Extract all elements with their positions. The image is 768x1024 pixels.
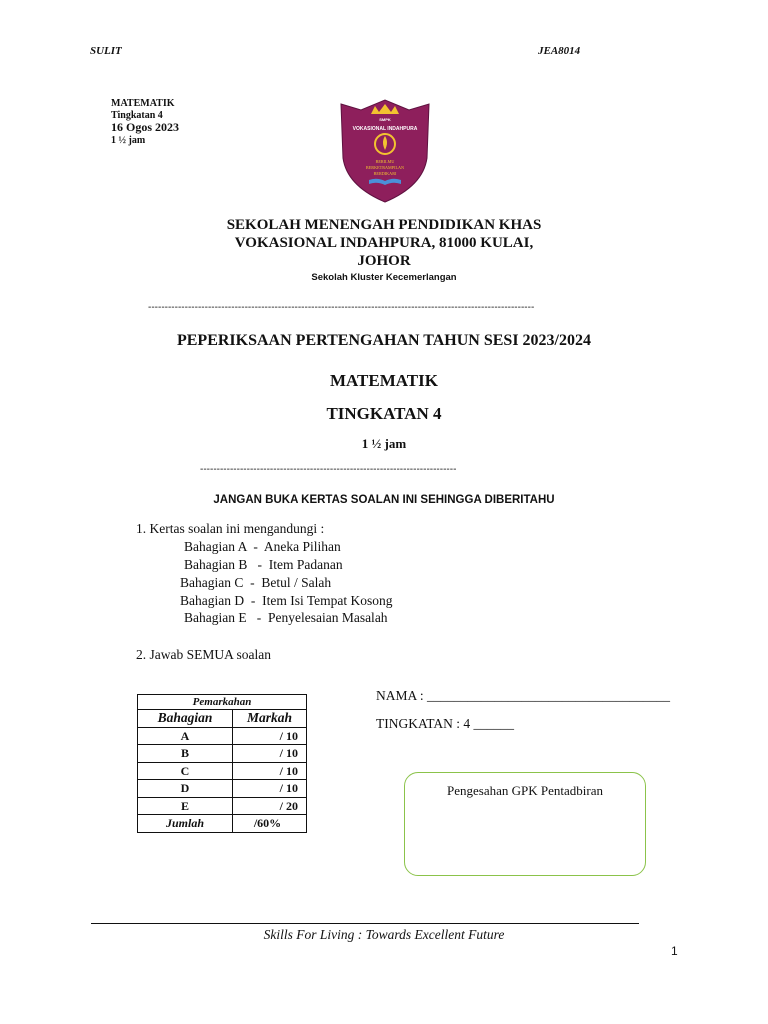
part-e: Bahagian E - Penyelesaian Masalah xyxy=(184,610,388,625)
part-a: Bahagian A - Aneka Pilihan xyxy=(184,539,341,554)
total-mark: /60% xyxy=(233,815,307,833)
exam-subject: MATEMATIK xyxy=(330,371,438,390)
separator-dashes-1: -------------------------------------------------------------------------------------------------------------------- xyxy=(148,302,535,313)
shield-shape xyxy=(341,100,429,202)
table-row xyxy=(138,797,307,815)
name-field[interactable]: NAMA : ____________________________________ xyxy=(376,688,671,703)
school-line-3: JOHOR xyxy=(357,253,411,269)
approval-box xyxy=(404,772,646,876)
total-label: Jumlah xyxy=(138,815,233,833)
warning-text: JANGAN BUKA KERTAS SOALAN INI SEHINGGA DIBERITAHU xyxy=(213,494,555,506)
meta-level: Tingkatan 4 xyxy=(111,109,163,121)
exam-title: PEPERIKSAAN PERTENGAHAN TAHUN SESI 2023/2024 xyxy=(176,332,591,349)
school-tagline: Sekolah Kluster Kecemerlangan xyxy=(311,272,457,283)
table-row-total xyxy=(138,815,307,833)
part-b: Bahagian B - Item Padanan xyxy=(184,557,343,572)
instruction-2: 2. Jawab SEMUA soalan xyxy=(136,647,271,662)
row-mark: / 10 xyxy=(233,780,307,798)
row-mark: / 20 xyxy=(233,797,307,815)
row-section: E xyxy=(138,797,233,815)
school-logo xyxy=(339,98,431,204)
row-section: C xyxy=(138,762,233,780)
approval-label: Pengesahan GPK Pentadbiran xyxy=(447,783,603,798)
meta-subject: MATEMATIK xyxy=(111,98,175,109)
row-section: D xyxy=(138,780,233,798)
exam-meta xyxy=(111,98,179,146)
logo-motto-3: BERDIKARI xyxy=(373,171,397,176)
row-section: B xyxy=(138,745,233,763)
school-line-1: SEKOLAH MENENGAH PENDIDIKAN KHAS xyxy=(226,217,542,233)
logo-name: VOKASIONAL INDAHPURA xyxy=(352,126,418,132)
row-mark: / 10 xyxy=(233,745,307,763)
marks-table xyxy=(137,694,307,833)
part-d: Bahagian D - Item Isi Tempat Kosong xyxy=(180,593,393,608)
meta-duration: 1 ½ jam xyxy=(111,134,146,146)
header-sulit: SULIT xyxy=(90,45,122,57)
meta-date: 16 Ogos 2023 xyxy=(111,120,180,134)
logo-top-text: SMPK xyxy=(379,117,391,122)
marks-caption: Pemarkahan xyxy=(138,695,307,710)
instruction-1: 1. Kertas soalan ini mengandungi : xyxy=(136,521,325,536)
part-c: Bahagian C - Betul / Salah xyxy=(180,575,332,590)
footer-motto: Skills For Living : Towards Excellent Future xyxy=(263,927,505,942)
table-row xyxy=(138,745,307,763)
table-row xyxy=(138,727,307,745)
page-number: 1 xyxy=(671,944,678,958)
footer-rule xyxy=(91,923,639,924)
table-row xyxy=(138,762,307,780)
school-line-2: VOKASIONAL INDAHPURA, 81000 KULAI, xyxy=(234,235,534,251)
school-name xyxy=(0,216,768,283)
marks-col-mark: Markah xyxy=(233,710,307,728)
table-row xyxy=(138,780,307,798)
row-mark: / 10 xyxy=(233,762,307,780)
header-code: JEA8014 xyxy=(538,45,581,57)
marks-col-section: Bahagian xyxy=(138,710,233,728)
row-section: A xyxy=(138,727,233,745)
class-field[interactable]: TINGKATAN : 4 ______ xyxy=(376,716,515,731)
exam-duration: 1 ½ jam xyxy=(361,436,407,451)
logo-motto-2: BERKETRAMPILAN xyxy=(365,165,405,170)
separator-dashes-2: ----------------------------------------------------------------------------- xyxy=(200,464,457,475)
logo-motto-1: BERILMU xyxy=(375,159,395,164)
row-mark: / 10 xyxy=(233,727,307,745)
exam-level: TINGKATAN 4 xyxy=(326,404,442,423)
